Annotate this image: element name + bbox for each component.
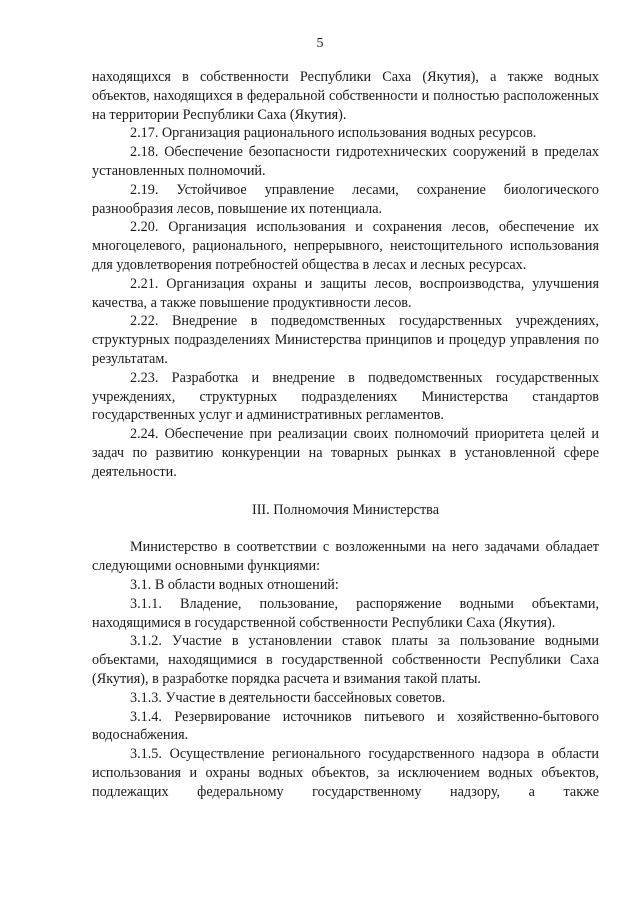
page-number: 5: [316, 36, 324, 51]
document-body: [92, 68, 599, 801]
section-title: III. Полномочия Министерства: [251, 501, 439, 518]
paragraph-2-17: 2.17. Организация рационального использования водных ресурсов.: [130, 125, 537, 142]
paragraph-2-21: 2.21. Организация охраны и защиты лесов, воспроизводства, улучшения качества, а также повышение продуктивности лесов.: [92, 275, 599, 311]
paragraph-3-1-3: 3.1.3. Участие в деятельности бассейновых советов.: [130, 689, 446, 706]
paragraph-3-1-2: 3.1.2. Участие в установлении ставок платы за пользование водными объектами, находящимися в государственной собственности Республики Саха (Якутия), в разработке порядка расчета и взимания такой платы.: [92, 633, 599, 687]
paragraph-continuation: находящихся в собственности Республики Саха (Якутия), а также водных объектов, находящихся в федеральной собственности и полностью расположенных на территории Республики Саха (Якутия).: [92, 69, 599, 123]
spacer: [92, 519, 599, 538]
paragraph-2-19: 2.19. Устойчивое управление лесами, сохранение биологического разнообразия лесов, повышение их потенциала.: [92, 181, 599, 217]
paragraph-3-1: 3.1. В области водных отношений:: [130, 576, 339, 593]
paragraph-2-24: 2.24. Обеспечение при реализации своих полномочий приоритета целей и задач по развитию конкуренции на товарных рынках в установленной сфере деятельности.: [92, 426, 599, 480]
paragraph-2-20: 2.20. Организация использования и сохранения лесов, обеспечение их многоцелевого, рационального, непрерывного, неистощительного использования для удовлетворения потребностей общества в лесах и лесных ресурсах.: [92, 219, 599, 273]
spacer: [92, 482, 599, 501]
paragraph-2-23: 2.23. Разработка и внедрение в подведомственных государственных учреждениях, структурных подразделениях Министерства стандартов государственных услуг и административных регламентов.: [92, 369, 599, 424]
paragraph-3-1-5: 3.1.5. Осуществление регионального государственного надзора в области использования и охраны водных объектов, за исключением водных объектов, подлежащих федеральному государственному надзору, а также: [92, 746, 599, 800]
paragraph-3-1-1: 3.1.1. Владение, пользование, распоряжение водными объектами, находящимися в государственной собственности Республики Саха (Якутия).: [92, 595, 599, 631]
paragraph-intro: Министерство в соответствии с возложенными на него задачами обладает следующими основными функциями:: [92, 539, 599, 575]
paragraph-3-1-4: 3.1.4. Резервирование источников питьевого и хозяйственно-бытового водоснабжения.: [92, 708, 599, 744]
paragraph-2-18: 2.18. Обеспечение безопасности гидротехнических сооружений в пределах установленных полномочий.: [92, 144, 599, 179]
paragraph-2-22: 2.22. Внедрение в подведомственных государственных учреждениях, структурных подразделениях Министерства принципов и процедур управления по результатам.: [92, 313, 599, 367]
